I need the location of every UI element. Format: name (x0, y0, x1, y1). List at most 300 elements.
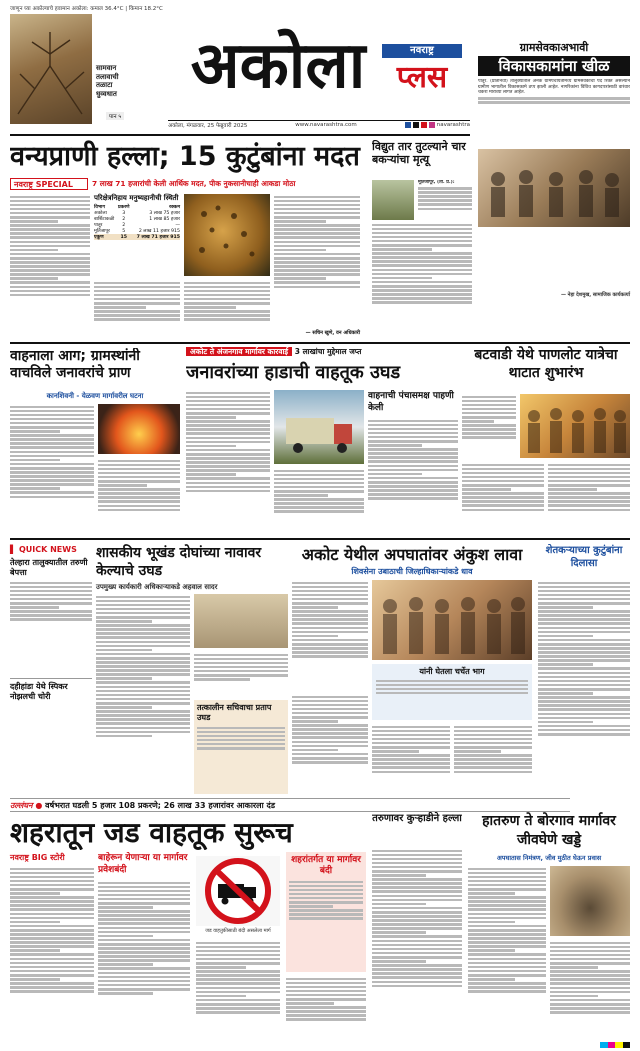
text-line (98, 914, 190, 917)
pothole-photo (550, 866, 630, 936)
text-line (184, 306, 236, 309)
text-line (292, 761, 368, 764)
text-line (96, 681, 190, 684)
text-line (550, 982, 630, 985)
text-line (468, 908, 546, 911)
filler (462, 464, 544, 512)
text-line (10, 872, 94, 875)
text-line (274, 273, 360, 276)
text-line (292, 606, 338, 609)
filler (10, 582, 92, 621)
text-line (96, 669, 190, 672)
text-line (462, 464, 544, 467)
hatrun-sub: अपघातास निमंत्रण, जीव मुठीत घेऊन प्रवास (496, 854, 602, 862)
text-line (372, 240, 472, 243)
text-line (186, 482, 270, 485)
text-line (372, 960, 426, 963)
text-line (372, 899, 462, 902)
text-line (548, 472, 630, 475)
filler (98, 882, 190, 995)
text-line (550, 1007, 630, 1010)
text-line (184, 302, 270, 305)
logo-sub1: नवराष्ट्र (382, 44, 462, 58)
text-line (550, 946, 630, 949)
text-line (274, 196, 360, 199)
text-line (550, 995, 598, 998)
text-line (10, 929, 94, 932)
text-line (372, 264, 472, 267)
text-line (10, 245, 90, 248)
text-line (98, 922, 190, 925)
text-line (550, 966, 598, 969)
color-swatch (623, 1042, 631, 1048)
text-line (550, 1003, 630, 1006)
color-swatch (615, 1042, 623, 1048)
text-line (10, 249, 58, 252)
text-line (186, 412, 270, 415)
text-line (292, 590, 368, 593)
water-col (368, 418, 458, 534)
text-line (98, 882, 190, 885)
text-line (274, 212, 360, 215)
text-line (372, 890, 462, 893)
text-line (10, 908, 94, 911)
akot-col-1 (292, 580, 368, 690)
heavy-box-body (289, 879, 363, 967)
text-line (548, 496, 630, 499)
text-line (454, 730, 532, 733)
instagram-icon[interactable] (429, 122, 435, 128)
goat-photo (372, 180, 414, 220)
text-line (10, 958, 94, 961)
text-line (372, 224, 472, 227)
text-line (94, 286, 180, 289)
weather-values: अकोला: कमाल 36.4°C | किमान 18.2°C (71, 6, 163, 12)
heavy-tag-text: नवराष्ट्र BIG स्टोरी (10, 853, 65, 862)
text-line (462, 472, 544, 475)
text-line (10, 888, 94, 891)
text-line (538, 688, 630, 691)
text-line (10, 487, 60, 490)
text-line (372, 771, 450, 774)
text-line (550, 970, 630, 973)
text-line (98, 955, 190, 958)
text-line (96, 649, 152, 652)
violation-label: उल्लंघन (10, 801, 33, 810)
text-line (196, 991, 280, 994)
text-line (372, 281, 472, 284)
lead-col-3 (184, 280, 270, 338)
text-line (548, 464, 630, 467)
text-line (96, 624, 190, 627)
text-line (10, 586, 92, 589)
text-line (289, 897, 363, 900)
farmer-col (538, 580, 630, 794)
text-line (454, 734, 532, 737)
text-line (186, 477, 270, 480)
text-line (289, 893, 363, 896)
text-line (98, 890, 190, 893)
text-line (274, 228, 360, 231)
text-line (194, 670, 288, 673)
text-line (292, 712, 368, 715)
text-line (292, 749, 338, 752)
facebook-icon[interactable] (405, 122, 411, 128)
filler (274, 470, 364, 514)
text-line (98, 488, 180, 491)
text-line (98, 959, 190, 962)
text-line (372, 870, 462, 873)
text-line (418, 195, 472, 198)
text-line (368, 497, 458, 500)
table-cell: 2 (122, 216, 126, 222)
lead-table-title: परिक्षेत्रनिहाय मनुष्यहानीची स्थिती (94, 194, 179, 202)
text-line (96, 600, 190, 603)
text-line (274, 510, 364, 513)
filler (418, 187, 472, 210)
text-line (96, 632, 190, 635)
text-line (10, 880, 94, 883)
text-line (10, 261, 90, 264)
text-line (196, 966, 246, 969)
fire-photo (98, 404, 180, 454)
text-line (10, 471, 94, 474)
text-line (98, 918, 190, 921)
text-line (96, 735, 152, 738)
text-line (550, 962, 630, 965)
text-line (368, 436, 458, 439)
scam-col-1 (96, 594, 190, 794)
text-line (10, 265, 90, 268)
teaser-line: तलावाची (96, 72, 119, 81)
text-line (94, 314, 180, 317)
text-line (10, 966, 94, 969)
logo-sub2: प्लस (396, 60, 448, 95)
bullet-icon: ● (35, 801, 43, 810)
text-line (274, 277, 326, 280)
farmer-headline: शेतकऱ्याच्या कुटुंबांना दिलासा (545, 545, 623, 569)
text-line (274, 490, 364, 493)
text-line (454, 762, 532, 765)
text-line (10, 410, 94, 413)
lightning-icon: ▌ (10, 545, 17, 554)
top-right-photo (478, 149, 630, 227)
text-line (184, 298, 270, 301)
text-line (196, 978, 280, 981)
text-line (98, 972, 190, 975)
text-line (98, 943, 190, 946)
text-line (96, 677, 152, 680)
electric-dateline: मूर्तिजापूर, (ता. प्र.): (418, 180, 455, 185)
text-line (368, 420, 458, 423)
text-line (10, 606, 59, 609)
top-right-caption: — नेहा देशमुख, सामाजिक कार्यकर्त्या (560, 292, 630, 298)
text-line (10, 590, 92, 593)
text-line (98, 931, 190, 934)
text-line (10, 269, 90, 272)
masthead-info-bar (168, 120, 470, 129)
text-line (372, 858, 462, 861)
text-line (186, 449, 270, 452)
cattle-banner (186, 346, 458, 358)
text-line (98, 476, 180, 479)
fire-col-1 (10, 404, 94, 534)
text-line (368, 440, 458, 443)
text-line (289, 881, 363, 884)
lead-byline: — सचिन खुणे, वन अधिकारी (305, 330, 360, 336)
text-line (10, 970, 94, 973)
text-line (292, 732, 368, 735)
text-line (292, 753, 368, 756)
text-line (184, 318, 270, 321)
text-line (274, 232, 360, 235)
text-line (274, 236, 360, 239)
text-line (538, 622, 630, 625)
text-line (98, 472, 180, 475)
text-line (96, 718, 190, 721)
text-line (372, 726, 450, 729)
text-line (548, 504, 630, 507)
text-line (96, 616, 190, 619)
text-line (462, 476, 544, 479)
filler (96, 596, 190, 738)
text-line (538, 598, 630, 601)
table-cell: एकूण (94, 235, 104, 240)
logo-main: अकोला (190, 29, 366, 103)
text-line (548, 488, 597, 491)
text-line (372, 273, 472, 276)
text-line (98, 480, 180, 483)
text-line (274, 474, 364, 477)
text-line (292, 639, 368, 642)
text-line (292, 757, 368, 760)
text-line (10, 216, 90, 219)
text-line (96, 731, 190, 734)
text-line (468, 953, 546, 956)
text-line (292, 635, 338, 638)
text-line (372, 903, 426, 906)
text-line (538, 676, 630, 679)
text-line (196, 954, 280, 957)
filler (94, 282, 180, 321)
text-line (538, 680, 630, 683)
text-line (372, 766, 450, 769)
text-line (274, 261, 360, 264)
text-line (196, 958, 280, 961)
heavy-col-4 (286, 976, 366, 1042)
text-line (372, 944, 462, 947)
text-line (10, 876, 94, 879)
text-line (96, 653, 190, 656)
weather-label: जाणून घ्या अकोल्याचे हवामान (10, 6, 70, 12)
text-line (10, 200, 90, 203)
text-line (372, 981, 462, 984)
text-line (454, 750, 501, 753)
teaser-line: सामवान (96, 64, 117, 72)
akot-box-title: यांनी घेतला चर्चेत भाग (419, 667, 485, 676)
text-line (292, 745, 368, 748)
filler (286, 978, 366, 1022)
text-line (196, 970, 280, 973)
text-line (98, 980, 190, 983)
text-line (98, 464, 180, 467)
text-line (194, 666, 288, 669)
text-line (10, 602, 92, 605)
text-line (372, 866, 462, 869)
text-line (372, 762, 450, 765)
social-icons (405, 122, 470, 128)
text-line (376, 692, 528, 695)
text-line (98, 898, 190, 901)
text-line (372, 940, 462, 943)
text-line (462, 420, 494, 423)
filler (197, 727, 285, 750)
heavy-mid-title: बाहेरून येणाऱ्या या मार्गावर प्रवेशबंदी (98, 853, 188, 875)
text-line (372, 968, 462, 971)
text-line (454, 771, 532, 774)
text-line (538, 729, 630, 732)
text-line (10, 978, 60, 981)
text-line (10, 414, 94, 417)
text-line (186, 400, 270, 403)
text-line (292, 741, 368, 744)
text-line (292, 618, 368, 621)
color-swatch (600, 1042, 608, 1048)
quick-news-item-title: तेल्हारा तालुक्यातील तरुणी बेपत्ता (10, 558, 88, 577)
text-line (96, 673, 190, 676)
text-line (10, 418, 94, 421)
text-line (538, 663, 593, 666)
teaser-line: धुव्वधात (96, 89, 117, 98)
text-line (10, 483, 94, 486)
text-line (292, 643, 368, 646)
text-line (548, 480, 630, 483)
top-right-body-2 (478, 230, 630, 290)
text-line (368, 452, 458, 455)
text-line (368, 456, 458, 459)
text-line (478, 101, 630, 104)
text-line (468, 929, 546, 932)
text-line (10, 212, 90, 215)
electric-headline: विद्युत तार तुटल्याने चार बकऱ्यांचा मृत्यू (372, 140, 466, 166)
text-line (292, 627, 368, 630)
text-line (372, 730, 450, 733)
lead-sub: 7 लाख 71 हजारांची केली आर्थिक मदत, पीक नुकसानीचाही आकडा मोठा (92, 179, 296, 188)
filler (292, 696, 368, 764)
text-line (94, 282, 180, 285)
text-line (372, 285, 472, 288)
text-line (538, 582, 630, 585)
text-line (292, 700, 368, 703)
text-line (289, 885, 363, 888)
handle: navarashtra (436, 122, 470, 128)
x-icon[interactable] (413, 122, 419, 128)
text-line (372, 985, 462, 988)
text-line (98, 939, 190, 942)
youth-col (372, 848, 462, 1042)
text-line (372, 754, 450, 757)
text-line (98, 468, 180, 471)
text-line (94, 290, 180, 293)
text-line (186, 404, 270, 407)
youtube-icon[interactable] (421, 122, 427, 128)
text-line (538, 586, 630, 589)
text-line (372, 882, 462, 885)
text-line (274, 286, 360, 289)
text-line (10, 582, 92, 585)
text-line (462, 500, 544, 503)
text-line (94, 318, 180, 321)
fire-headline: वाहनाला आग; ग्रामस्थांनी वाचविले जनावरांचे प्राण (10, 348, 140, 381)
text-line (462, 416, 516, 419)
text-line (538, 606, 593, 609)
filler (372, 726, 450, 774)
violation-text: वर्षभरात घडली 5 हजार 108 प्रकरणे; 26 लाख 33 हजारांवर आकारला दंड (45, 801, 275, 810)
text-line (10, 438, 94, 441)
text-line (550, 954, 630, 957)
filler (372, 850, 462, 988)
text-line (98, 500, 180, 503)
text-line (10, 434, 94, 437)
no-truck-sign (196, 856, 280, 926)
text-line (96, 608, 190, 611)
text-line (372, 228, 472, 231)
filler (454, 726, 532, 774)
text-line (286, 1006, 366, 1009)
text-line (184, 290, 270, 293)
text-line (368, 448, 458, 451)
akot-col-2 (292, 694, 368, 794)
text-line (292, 651, 368, 654)
text-line (372, 742, 450, 745)
no-truck-icon (196, 856, 280, 926)
site-link[interactable]: www.navarashtra.com (295, 122, 357, 128)
text-line (10, 941, 94, 944)
text-line (468, 925, 546, 928)
text-line (274, 216, 360, 219)
text-line (538, 704, 630, 707)
table-header: विभाग (94, 205, 105, 210)
top-right-body-text: पातूर. (प्रतिनिधी) तालुक्यातील अनेक ग्रामपंचायतींमध्ये ग्रामसेवकांची पदे रिक्त असल्याने ग्रामीण भागातील विकासकामे ठप्प झाली आहेत. नागरिकांना विविध कागदपत्रांसाठी वारंवार चकरा माराव्या लागत आहेत. (478, 79, 630, 96)
quick-news-item-body (10, 704, 92, 804)
text-line (96, 706, 152, 709)
text-line (376, 688, 528, 691)
text-line (10, 917, 94, 920)
text-line (96, 604, 190, 607)
text-line (96, 641, 190, 644)
text-line (96, 722, 190, 725)
text-line (10, 451, 94, 454)
text-line (186, 473, 236, 476)
text-line (274, 494, 328, 497)
text-line (98, 951, 190, 954)
scam-col-2 (194, 652, 288, 696)
akot-photo (372, 580, 532, 660)
text-line (372, 232, 472, 235)
text-line (286, 994, 366, 997)
text-line (292, 728, 368, 731)
text-line (418, 191, 472, 194)
text-line (538, 635, 593, 638)
text-line (10, 986, 94, 989)
text-line (197, 743, 285, 746)
text-line (372, 758, 450, 761)
text-line (368, 493, 458, 496)
text-line (538, 631, 630, 634)
text-line (462, 509, 544, 512)
text-line (96, 698, 190, 701)
filler (372, 224, 472, 304)
